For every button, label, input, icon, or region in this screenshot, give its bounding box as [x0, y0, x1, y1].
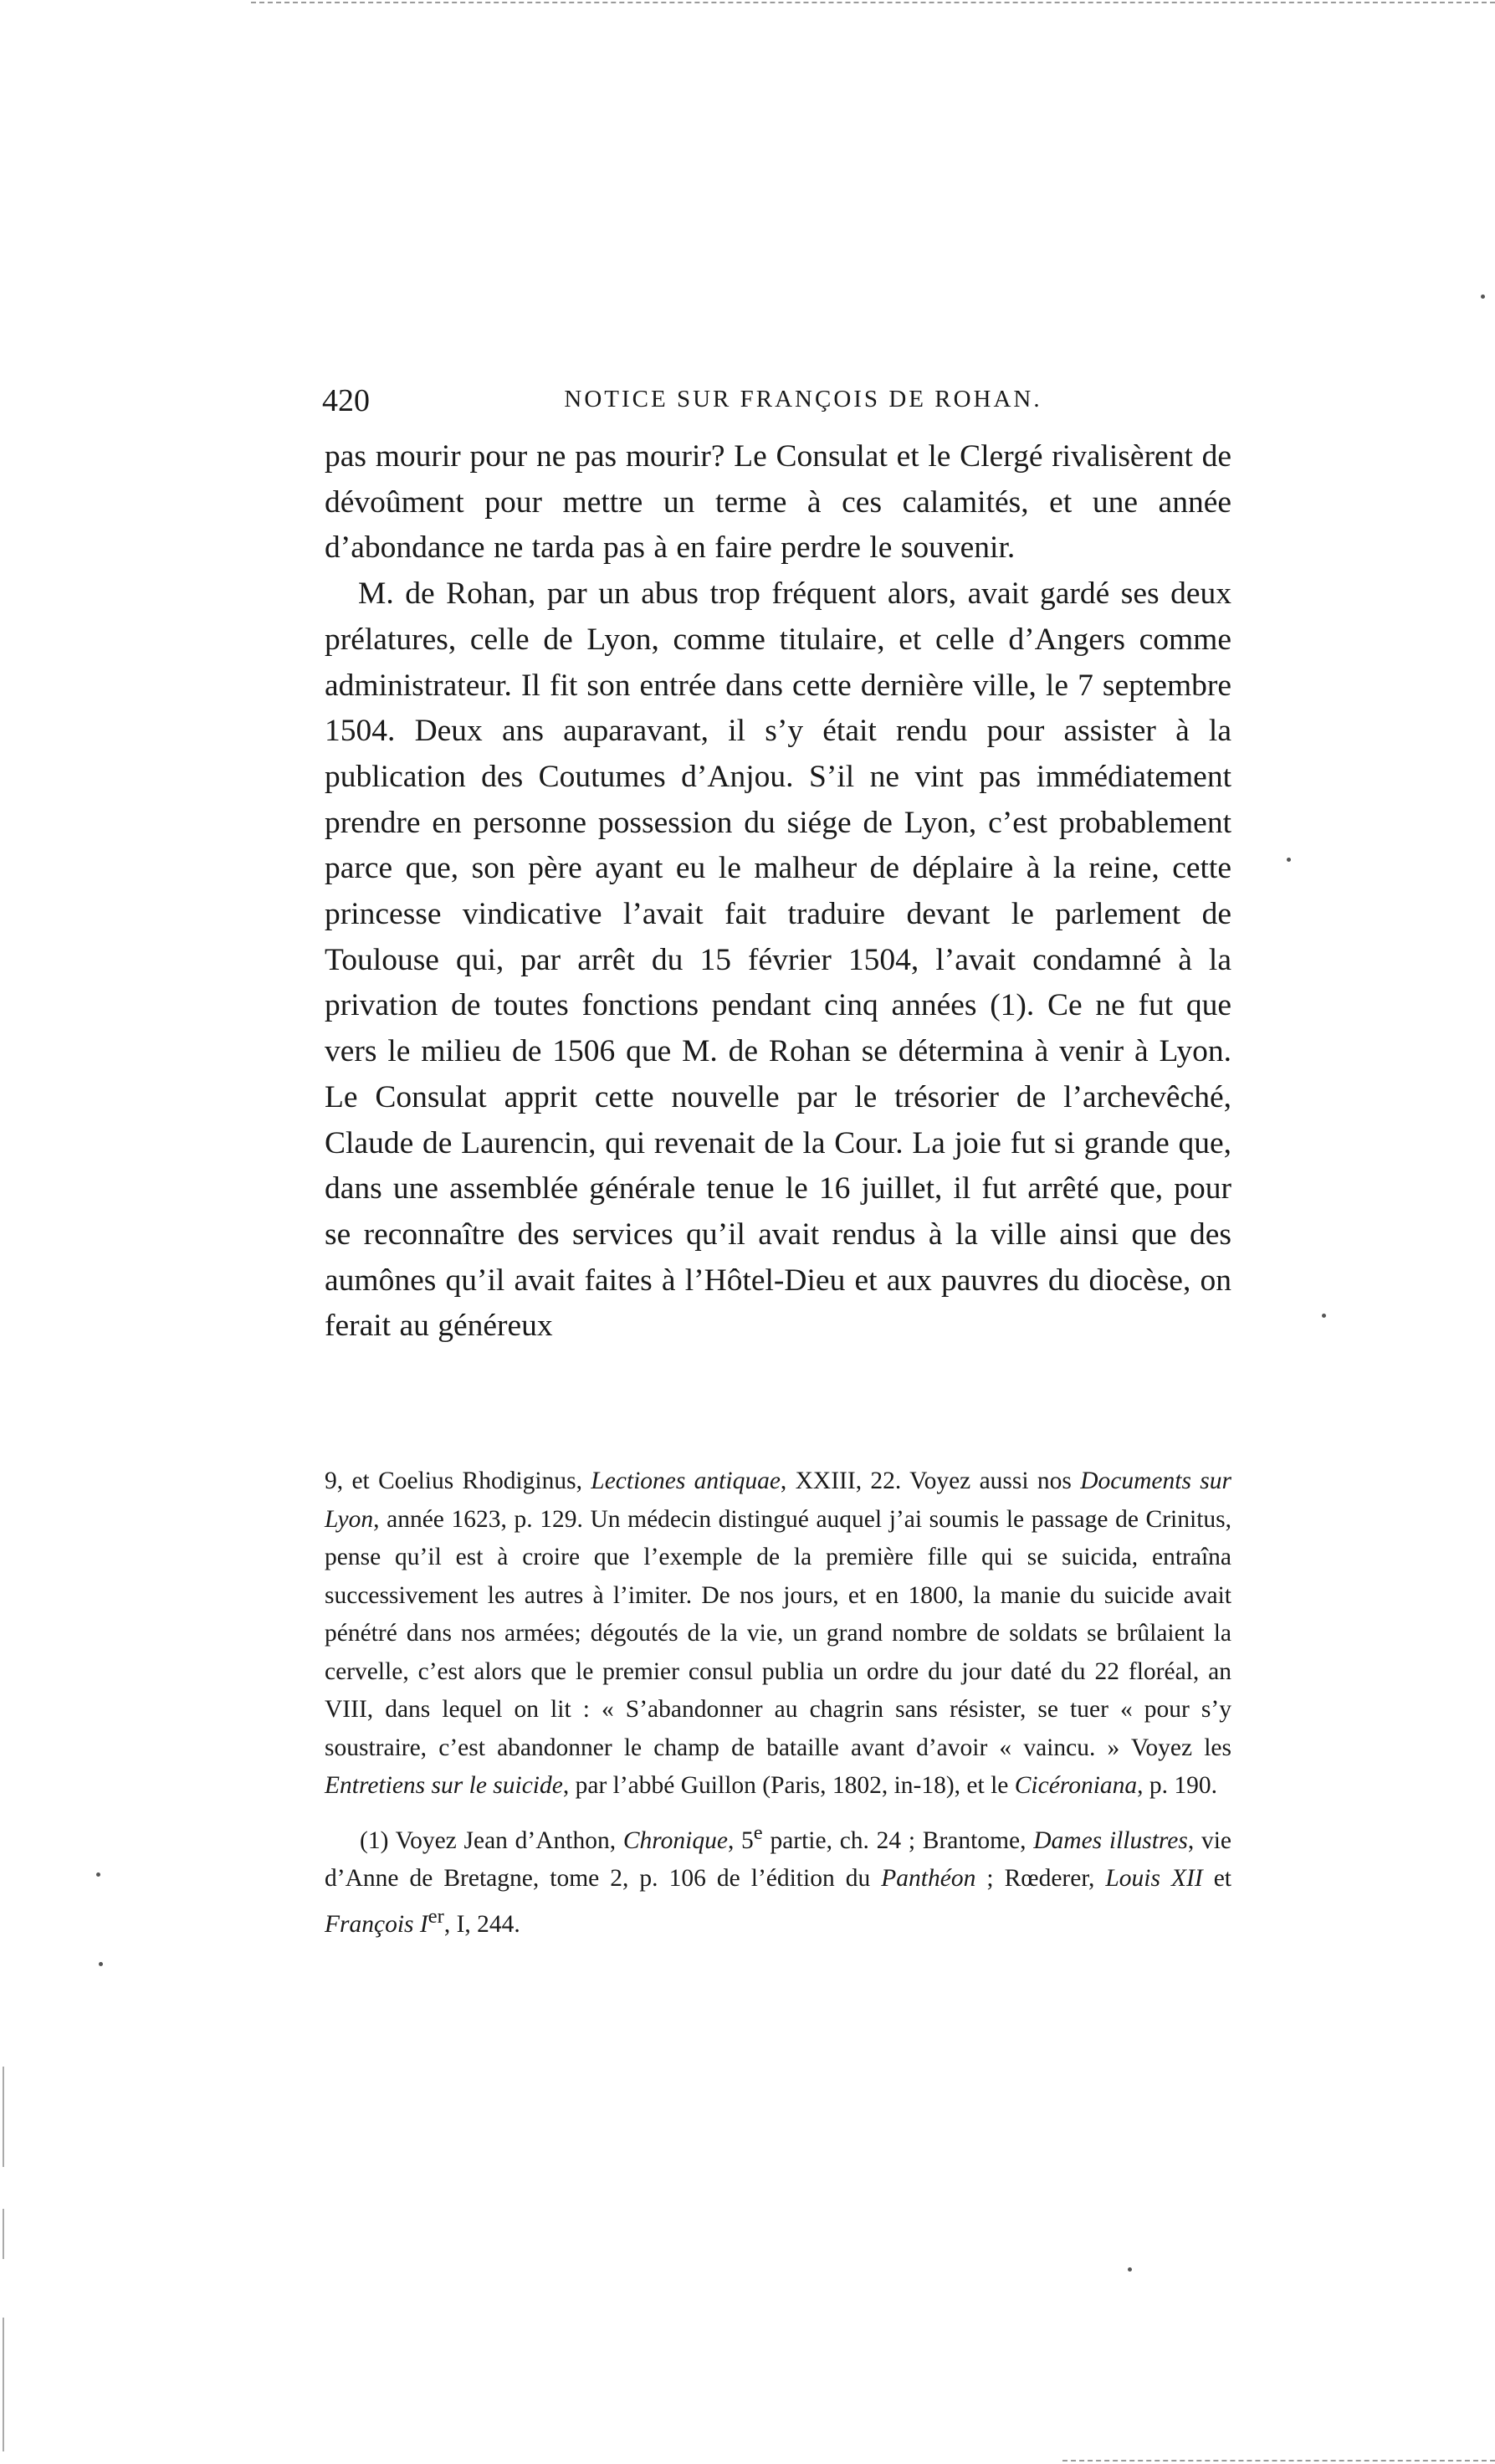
footnote-italic: François I	[325, 1911, 428, 1939]
paragraph-2: M. de Rohan, par un abus trop fréquent alors, avait gardé ses deux prélatures, celle de Lyon, comme titulaire, et celle d’Angers comme administrateur. Il fit son entrée dans cette dernière ville, le 7 septembre 1504. Deux ans auparavant, il s’y était rendu pour assister à la publication des Coutumes d’Anjou. S’il ne vint pas immédiatement prendre en personne possession du siége de Lyon, c’est probablement parce que, son père ayant eu le malheur de déplaire à la reine, cette princesse vindicative l’avait fait traduire devant le parlement de Toulouse qui, par arrêt du 15 février 1504, l’avait condamné à la privation de toutes fonctions pendant cinq années (1). Ce ne fut que vers le milieu de 1506 que M. de Rohan se détermina à venir à Lyon. Le Consulat apprit cette nouvelle par le trésorier de l’archevêché, Claude de Laurencin, qui revenait de la Cour. La joie fut si grande que, dans une assemblée générale tenue le 16 juillet, il fut arrêté que, pour se reconnaître des services qu’il avait rendus à la ville ainsi que des aumônes qu’il avait faites à l’Hôtel-Dieu et aux pauvres du diocèse, on ferait au généreux	[325, 576, 1231, 1344]
left-margin-scan-lines	[0, 2067, 7, 2460]
scan-speck	[1481, 295, 1485, 299]
footnote-text: ; Rœderer,	[975, 1864, 1106, 1892]
scan-speck	[1322, 1314, 1326, 1318]
footnote-text: et	[1202, 1864, 1231, 1892]
footnote-italic: Louis XII	[1105, 1864, 1203, 1892]
footnote-text: , p. 190.	[1137, 1772, 1218, 1799]
footnote-text: , par l’abbé Guillon (Paris, 1802, in-18), et le	[562, 1772, 1015, 1799]
scan-speck	[1128, 2267, 1132, 2272]
footnote-text: , vie d’Anne de Bretagne, tome 2, p. 106 de l’édition du	[325, 1826, 1232, 1892]
footnote-1	[325, 1814, 1231, 1944]
footnote-superscript: er	[428, 1905, 444, 1929]
paragraph-1: pas mourir pour ne pas mourir? Le Consulat et le Clergé rivalisèrent de dévoûment pour mettre un terme à ces calamités, et une année d’abondance ne tarda pas à en faire perdre le souvenir.	[325, 439, 1231, 566]
footnote-italic: Chronique	[622, 1826, 728, 1854]
footnote-text: , année 1623, p. 129. Un médecin distingué auquel j’ai soumis le passage de Crinitus, pense qu’il est à croire que l’exemple de la première fille qui se suicida, entraîna successivement les autres à l’imiter. De nos jours, et en 1800, la manie du suicide avait pénétré dans nos armées; dégoutés de la vie, un grand nombre de soldats se brûlaient la cervelle, c’est alors que le premier consul publia un ordre du jour daté du 22 floréal, an VIII, dans lequel on lit : « S’abandonner au chagrin sans résister, se tuer « pour s’y soustraire, c’est abandonner le champ de bataille avant d’avoir « vaincu. » Voyez les	[325, 1505, 1231, 1761]
footnote-text: (1) Voyez Jean d’Anthon,	[360, 1826, 623, 1854]
top-scan-rule	[251, 2, 1495, 3]
footnote-italic: Dames illustres	[1033, 1826, 1188, 1854]
footnote-text: , XXIII, 22. Voyez aussi nos	[780, 1468, 1081, 1494]
scan-speck	[96, 1872, 100, 1877]
running-title: NOTICE SUR FRANÇOIS DE ROHAN.	[564, 386, 1042, 412]
footnotes	[325, 1463, 1231, 1944]
page-header	[322, 382, 1234, 424]
footnote-italic: Lectiones antiquae	[591, 1468, 781, 1494]
footnote-text: partie, ch. 24 ; Brantome,	[762, 1826, 1034, 1854]
page-number: 420	[322, 383, 370, 418]
footnote-text: , 5	[727, 1826, 754, 1854]
scan-speck	[99, 1962, 103, 1966]
footnote-continued	[325, 1463, 1231, 1806]
footnote-italic: Documents sur Lyon	[325, 1468, 1231, 1533]
footnote-italic: Entretiens sur le suicide	[325, 1772, 563, 1799]
footnote-superscript: e	[753, 1821, 763, 1844]
main-text	[325, 434, 1231, 1350]
scan-speck	[1287, 858, 1291, 862]
footnote-text: 9, et Coelius Rhodiginus,	[325, 1468, 591, 1494]
footnote-italic: Cicéroniana	[1014, 1772, 1138, 1799]
footnote-text: , I, 244.	[443, 1911, 520, 1939]
footnote-italic: Panthéon	[881, 1864, 976, 1892]
bottom-scan-rule	[1062, 2460, 1495, 2461]
